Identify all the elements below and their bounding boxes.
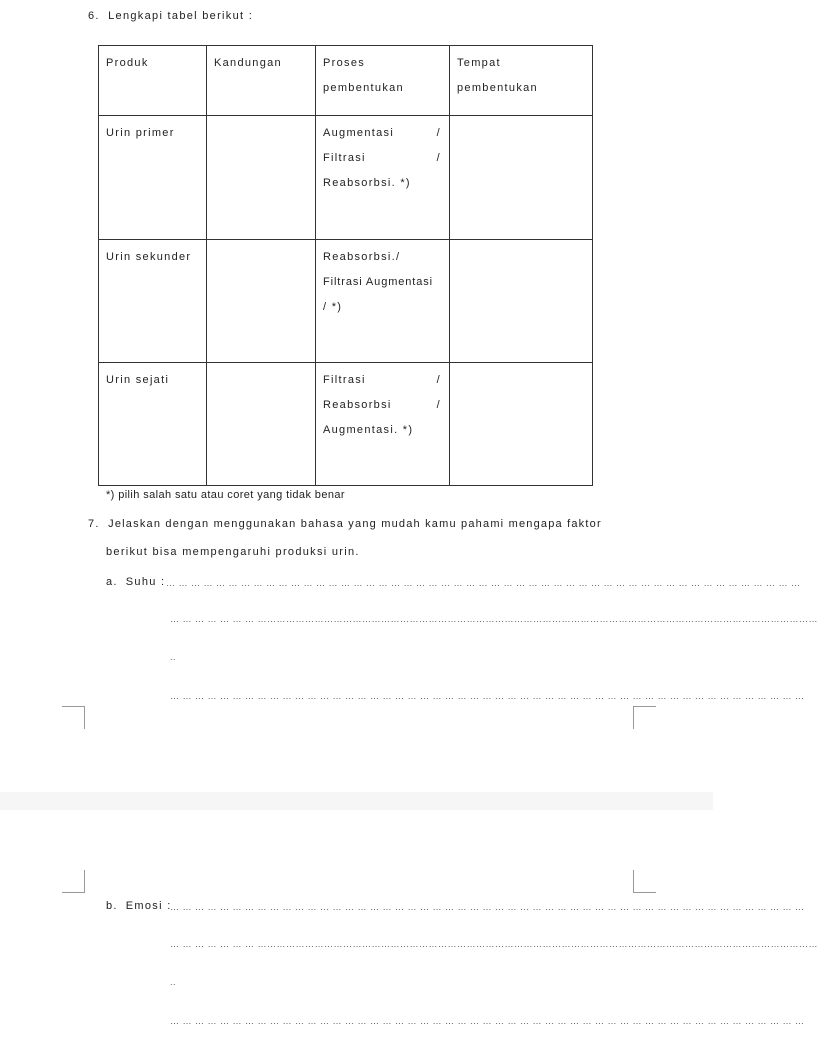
question-prompt: Jelaskan dengan menggunakan bahasa yang mudah kamu pahami mengapa faktor [108, 518, 602, 530]
table-header-row [99, 46, 593, 116]
cell-tempat[interactable] [450, 116, 593, 240]
question-7 [88, 518, 602, 530]
cell-produk: Urin sekunder [99, 240, 207, 363]
answer-b-line-4[interactable]: … … … … … … … … … … … … … … … … … … … … … … … … … … … … … … … … … … … … … … … … … … … … … … … … … … … [170, 1016, 805, 1026]
question-6 [88, 10, 253, 22]
table-row [99, 240, 593, 363]
cell-proses[interactable]: Augmentasi / Filtrasi / Reabsorbsi. *) [316, 116, 450, 240]
table-row [99, 116, 593, 240]
table-row [99, 363, 593, 486]
header-tempat: Tempat pembentukan [450, 46, 593, 116]
answer-a-line-3[interactable]: .. [170, 652, 177, 662]
organ-table [98, 45, 593, 486]
answer-a-label: a. Suhu : [106, 576, 166, 588]
page-corner-mark [633, 870, 656, 893]
cell-produk: Urin primer [99, 116, 207, 240]
header-proses: Proses pembentukan [316, 46, 450, 116]
answer-a-line-4[interactable]: … … … … … … … … … … … … … … … … … … … … … … … … … … … … … … … … … … … … … … … … … … … … … … … … … … … [170, 691, 805, 701]
cell-kandungan[interactable] [207, 363, 316, 486]
question-prompt: Lengkapi tabel berikut : [108, 10, 254, 22]
page-corner-mark [62, 870, 85, 893]
cell-tempat[interactable] [450, 363, 593, 486]
answer-a-line-2[interactable]: … … … … … … … …………………………………………………………………………………………………………………………………………………………… [170, 614, 818, 624]
page-break [0, 792, 713, 810]
header-kandungan: Kandungan [207, 46, 316, 116]
answer-b-line-2[interactable]: … … … … … … … …………………………………………………………………………………………………………………………………………………………… [170, 939, 818, 949]
cell-produk: Urin sejati [99, 363, 207, 486]
page-corner-mark [633, 706, 656, 729]
question-number: 7. [88, 518, 100, 530]
answer-b-label: b. Emosi : [106, 900, 172, 912]
page-corner-mark [62, 706, 85, 729]
answer-b-line-1[interactable]: … … … … … … … … … … … … … … … … … … … … … … … … … … … … … … … … … … … … … … … … … … … … … … … … … … … [170, 902, 805, 912]
cell-proses[interactable]: Filtrasi / Reabsorbsi / Augmentasi. *) [316, 363, 450, 486]
table-footnote: *) pilih salah satu atau coret yang tidak benar [106, 489, 345, 501]
answer-a-line-1[interactable]: … … … … … … … … … … … … … … … … … … … … … … … … … … … … … … … … … … … … … … … … … … … … … … … … … … … [166, 578, 801, 588]
cell-proses[interactable]: Reabsorbsi./ Filtrasi Augmentasi / *) [316, 240, 450, 363]
cell-kandungan[interactable] [207, 240, 316, 363]
question-prompt-continued: berikut bisa mempengaruhi produksi urin. [106, 546, 360, 558]
cell-kandungan[interactable] [207, 116, 316, 240]
answer-b-line-3[interactable]: .. [170, 977, 177, 987]
question-number: 6. [88, 10, 100, 22]
header-produk: Produk [99, 46, 207, 116]
cell-tempat[interactable] [450, 240, 593, 363]
